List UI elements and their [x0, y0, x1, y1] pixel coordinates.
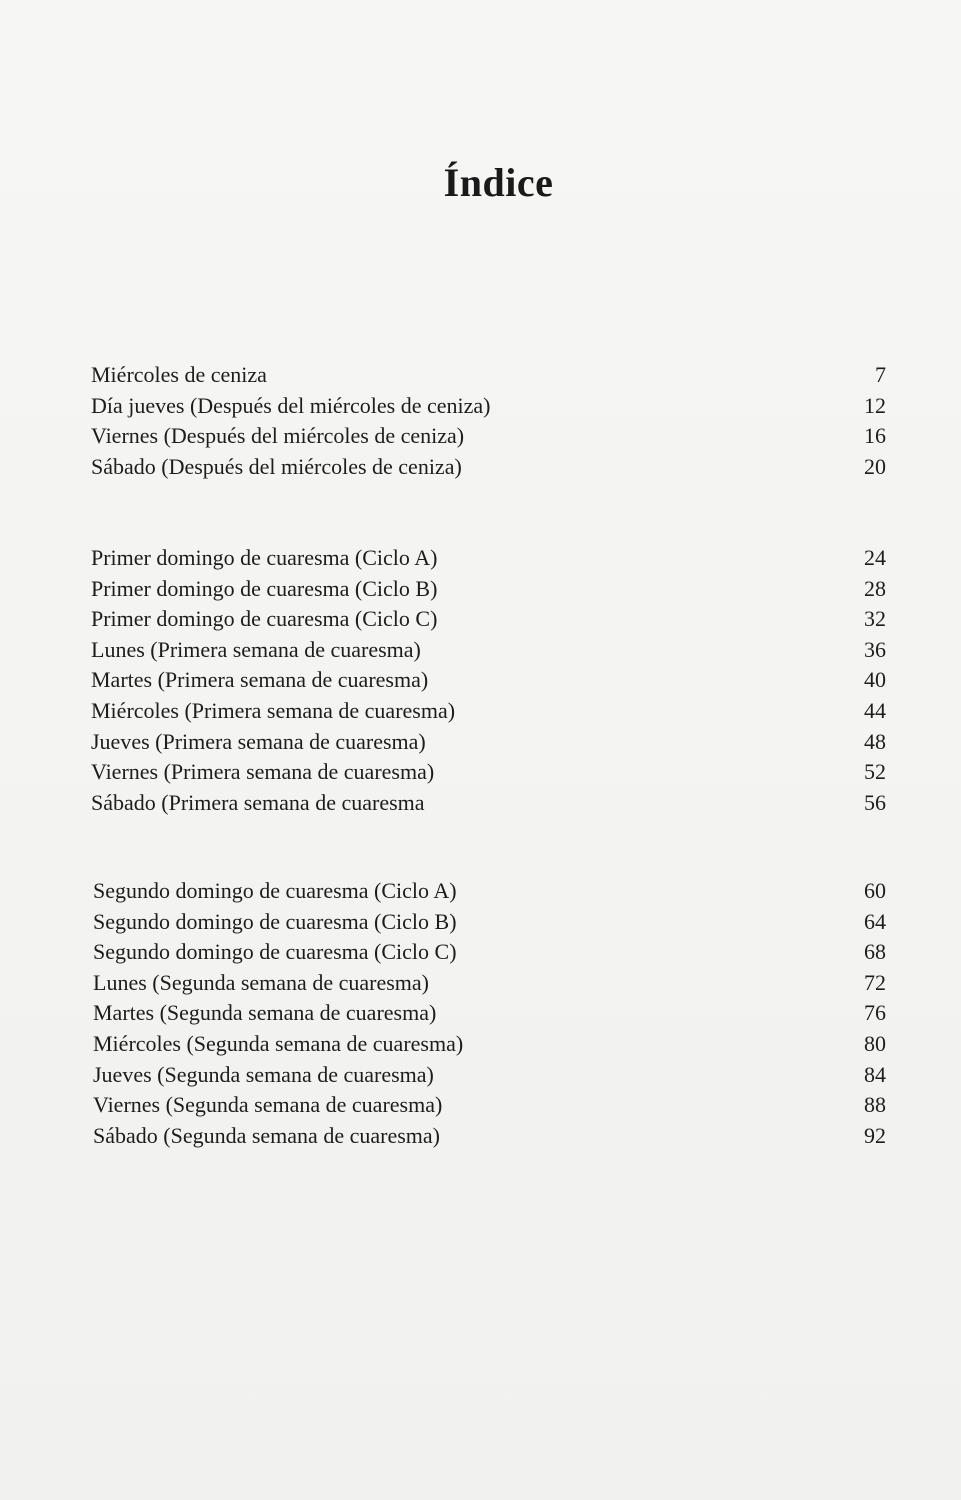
toc-entry-page: 44 [864, 697, 886, 723]
toc-entry [91, 421, 886, 452]
toc-entry-page: 76 [864, 1000, 886, 1026]
toc-entry-page: 88 [864, 1092, 886, 1118]
toc-entry-page: 32 [864, 606, 886, 632]
toc-entry-label: Primer domingo de cuaresma (Ciclo A) [91, 545, 438, 570]
toc-entry [91, 1090, 886, 1121]
toc-entry [91, 1121, 886, 1152]
toc-entry-label: Miércoles (Primera semana de cuaresma) [91, 697, 456, 723]
toc-entry-label: Martes (Primera semana de cuaresma) [91, 667, 429, 693]
toc-entry-label: Viernes (Primera semana de cuaresma) [91, 759, 435, 785]
toc-entry-page: 48 [864, 728, 886, 754]
toc-entry-label: Jueves (Segunda semana de cuaresma) [93, 1061, 434, 1087]
toc-entry-label: Miércoles (Segunda semana de cuaresma) [93, 1030, 464, 1056]
toc-entry-label: Martes (Segunda semana de cuaresma) [93, 1000, 437, 1026]
toc-entry [91, 665, 886, 696]
toc-entry-page: 40 [864, 667, 886, 693]
toc-entry [91, 1029, 886, 1060]
toc-entry [91, 968, 886, 999]
toc-entry-page: 28 [864, 575, 886, 601]
toc-entry-label: Sábado (Primera semana de cuaresma [91, 789, 425, 815]
toc-entry [91, 543, 886, 574]
toc-entry [91, 1060, 886, 1091]
toc-entry-label: Sábado (Después del miércoles de ceniza) [91, 453, 462, 479]
toc-entry [91, 757, 886, 788]
toc-entry [91, 604, 886, 635]
toc-entry-page: 7 [875, 362, 886, 387]
toc-entry-label: Segundo domingo de cuaresma (Ciclo A) [93, 878, 457, 903]
toc-entry [91, 788, 886, 819]
toc-entry [91, 360, 886, 391]
toc-entry-page: 52 [864, 759, 886, 785]
toc-entry-page: 84 [864, 1061, 886, 1087]
toc-entry-label: Jueves (Primera semana de cuaresma) [91, 728, 426, 754]
toc-entry-label: Viernes (Segunda semana de cuaresma) [93, 1092, 443, 1118]
toc-entry-label: Sábado (Segunda semana de cuaresma) [93, 1122, 440, 1148]
toc-group-first-week [91, 543, 886, 818]
toc-entry [91, 696, 886, 727]
toc-entry-label: Viernes (Después del miércoles de ceniza) [91, 423, 465, 449]
toc-entry [91, 391, 886, 422]
toc-entry-label: Lunes (Segunda semana de cuaresma) [93, 969, 429, 995]
toc-entry-label: Lunes (Primera semana de cuaresma) [91, 636, 421, 662]
toc-entry [91, 574, 886, 605]
toc-entry-label: Primer domingo de cuaresma (Ciclo C) [91, 606, 438, 632]
toc-entry [91, 635, 886, 666]
toc-entry-page: 60 [864, 878, 886, 903]
toc-entry [91, 727, 886, 758]
toc-entry-page: 16 [864, 423, 886, 449]
toc-entry-page: 64 [864, 908, 886, 934]
toc-entry-page: 92 [864, 1122, 886, 1148]
toc-entry-label: Primer domingo de cuaresma (Ciclo B) [91, 575, 438, 601]
toc-entry [91, 876, 886, 907]
toc-entry-label: Segundo domingo de cuaresma (Ciclo B) [93, 908, 457, 934]
toc-entry [91, 452, 886, 483]
toc-entry-page: 80 [864, 1030, 886, 1056]
toc-group-second-week [91, 876, 886, 1151]
toc-entry-label: Día jueves (Después del miércoles de ceniza) [91, 392, 491, 418]
toc-entry-label: Miércoles de ceniza [91, 362, 267, 387]
toc-entry-page: 20 [864, 453, 886, 479]
toc-entry-page: 12 [864, 392, 886, 418]
toc-entry [91, 998, 886, 1029]
toc-entry-page: 72 [864, 969, 886, 995]
toc-entry-page: 68 [864, 939, 886, 965]
toc-entry [91, 907, 886, 938]
toc-entry-label: Segundo domingo de cuaresma (Ciclo C) [93, 939, 457, 965]
toc-group-ash-wednesday [91, 360, 886, 482]
toc-entry [91, 937, 886, 968]
toc-entry-page: 24 [864, 545, 886, 570]
toc-entry-page: 36 [864, 636, 886, 662]
page-title: Índice [443, 159, 554, 205]
toc-entry-page: 56 [864, 789, 886, 815]
